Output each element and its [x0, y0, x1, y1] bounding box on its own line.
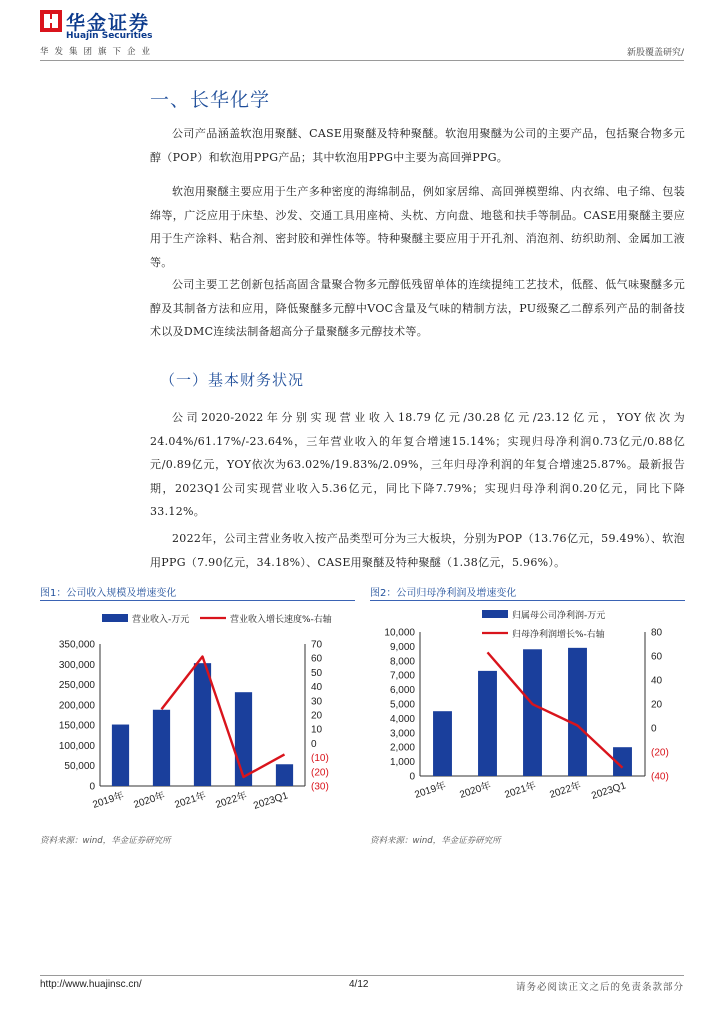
y-right-tick-label: (40): [651, 771, 669, 783]
paragraph-products: 公司产品涵盖软泡用聚醚、CASE用聚醚及特种聚醚。软泡用聚醚为公司的主要产品，包括聚合物多元醇（POP）和软泡用PPG产品；其中软泡用PPG中主要为高回弹PPG。: [150, 127, 685, 164]
legend-bar-swatch: [102, 614, 128, 622]
y-right-tick-label: (20): [311, 767, 329, 779]
y-right-tick-label: 30: [311, 696, 323, 708]
chart-bar: [478, 671, 497, 776]
footer-divider: [40, 975, 684, 976]
y-right-tick-label: 70: [311, 639, 323, 651]
x-tick-label: 2023Q1: [590, 780, 628, 802]
paragraph-revenue-mix: 2022年，公司主营业务收入按产品类型可分为三大板块，分别为POP（13.76亿元，59.49%）、软泡用PPG（7.90亿元，34.18%）、CASE用聚醚及特种聚醚（1.38亿元，5.96%）。: [150, 532, 685, 569]
net-profit-chart: [370, 605, 690, 820]
x-tick-label: 2020年: [458, 780, 493, 801]
company-slogan: 华发集团旗下企业: [40, 47, 157, 57]
y-right-tick-label: (30): [311, 781, 329, 793]
subsection-title: （一）基本财务状况: [160, 371, 305, 389]
chart-bar: [153, 710, 170, 786]
y-right-tick-label: 60: [651, 651, 663, 663]
x-tick-label: 2019年: [413, 780, 448, 801]
y-left-tick-label: 8,000: [389, 656, 415, 668]
x-tick-label: 2021年: [503, 780, 538, 801]
company-name-en: Huajin Securities: [66, 31, 153, 41]
legend-bar-swatch: [482, 610, 508, 618]
y-left-tick-label: 3,000: [389, 728, 415, 740]
y-right-tick-label: 40: [651, 675, 663, 687]
paragraph-financials: 公司2020-2022年分别实现营业收入18.79亿元/30.28亿元/23.12亿元，YOY依次为24.04%/61.17%/-23.64%，三年营业收入的年复合增速15.14%；实现归母净利润0.73亿元/0.88亿元/0.89亿元，YOY依次为63.02%/19.83%/2.09%，三年归母净利润的年复合增速25.87%。最新报告期，2023Q1公司实现营业收入5.36亿元，同比下降7.79%；实现归母净利润0.20亿元，同比下降33.12%。: [150, 411, 685, 518]
y-right-tick-label: (10): [311, 753, 329, 765]
x-tick-label: 2021年: [173, 790, 208, 811]
section-title: 一、长华化学: [150, 89, 271, 111]
legend-bar-label: 营业收入-万元: [132, 615, 190, 625]
x-tick-label: 2022年: [214, 790, 249, 811]
y-left-tick-label: 7,000: [389, 670, 415, 682]
footer-disclaimer: 请务必阅读正文之后的免责条款部分: [515, 982, 684, 993]
page-number: 4/12: [349, 979, 369, 990]
y-left-tick-label: 4,000: [389, 713, 415, 725]
figure-2-rule: [370, 600, 685, 601]
y-right-tick-label: 10: [311, 724, 323, 736]
y-left-tick-label: 250,000: [58, 680, 95, 692]
y-left-tick-label: 350,000: [58, 639, 95, 651]
growth-line: [162, 657, 285, 777]
chart-bar: [276, 764, 293, 786]
y-right-tick-label: (20): [651, 747, 669, 759]
y-left-tick-label: 100,000: [58, 740, 95, 752]
report-type: 新股覆盖研究/: [626, 48, 684, 58]
paragraph-innovations: 公司主要工艺创新包括高固含量聚合物多元醇低残留单体的连续提纯工艺技术，低醛、低气味聚醚多元醇及其制备方法和应用，降低聚醚多元醇中VOC含量及气味的精制方法，PU级聚乙二醇系列产品的制备技术以及DMC连续法制备超高分子量聚醚多元醇技术等。: [150, 278, 685, 338]
y-left-tick-label: 9,000: [389, 641, 415, 653]
chart-bar: [194, 663, 211, 786]
figure-1-title: 图1：公司收入规模及增速变化: [40, 588, 177, 599]
figure-2-source: 资料来源：wind，华金证券研究所: [370, 836, 501, 846]
y-left-tick-label: 0: [89, 781, 95, 793]
chart-bar: [112, 725, 129, 786]
y-left-tick-label: 5,000: [389, 699, 415, 711]
y-right-tick-label: 20: [311, 710, 323, 722]
y-left-tick-label: 150,000: [58, 720, 95, 732]
x-tick-label: 2022年: [548, 780, 583, 801]
header-divider: [40, 60, 684, 61]
y-left-tick-label: 200,000: [58, 700, 95, 712]
figure-2-title: 图2：公司归母净利润及增速变化: [370, 588, 517, 599]
y-right-tick-label: 80: [651, 627, 663, 639]
revenue-chart: [40, 605, 360, 820]
chart-bar: [523, 649, 542, 776]
y-left-tick-label: 50,000: [64, 761, 95, 773]
y-right-tick-label: 0: [651, 723, 657, 735]
chart-bar: [235, 692, 252, 786]
legend-bar-label: 归属母公司净利润-万元: [512, 611, 606, 621]
x-tick-label: 2019年: [91, 790, 126, 811]
footer-website-link[interactable]: http://www.huajinsc.cn/: [40, 979, 142, 990]
y-left-tick-label: 2,000: [389, 742, 415, 754]
y-right-tick-label: 50: [311, 667, 323, 679]
figure-1-rule: [40, 600, 355, 601]
chart-bar: [433, 711, 452, 776]
y-left-tick-label: 1,000: [389, 757, 415, 769]
y-right-tick-label: 20: [651, 699, 663, 711]
figure-1-source: 资料来源：wind，华金证券研究所: [40, 836, 171, 846]
huajin-logo-icon: [40, 10, 62, 32]
chart-bar: [568, 648, 587, 776]
legend-line-label: 归母净利润增长%-右轴: [512, 630, 605, 640]
company-name-cn: 华金证券: [66, 12, 151, 34]
y-right-tick-label: 60: [311, 653, 323, 665]
y-right-tick-label: 0: [311, 738, 317, 750]
x-tick-label: 2020年: [132, 790, 167, 811]
x-tick-label: 2023Q1: [252, 790, 290, 812]
y-left-tick-label: 6,000: [389, 685, 415, 697]
legend-line-label: 营业收入增长速度%-右轴: [230, 615, 332, 625]
y-left-tick-label: 10,000: [384, 627, 415, 639]
paragraph-applications: 软泡用聚醚主要应用于生产多种密度的海绵制品，例如家居绵、高回弹模塑绵、内衣绵、电子绵、包装绵等，广泛应用于床垫、沙发、交通工具用座椅、头枕、方向盘、地毯和扶手等制品。CASE用聚醚主要应用于生产涂料、粘合剂、密封胶和弹性体等。特种聚醚主要应用于开孔剂、消泡剂、纺织助剂、金属加工液等。: [150, 185, 685, 269]
y-left-tick-label: 0: [409, 771, 415, 783]
y-left-tick-label: 300,000: [58, 659, 95, 671]
growth-line: [488, 652, 623, 767]
y-right-tick-label: 40: [311, 682, 323, 694]
